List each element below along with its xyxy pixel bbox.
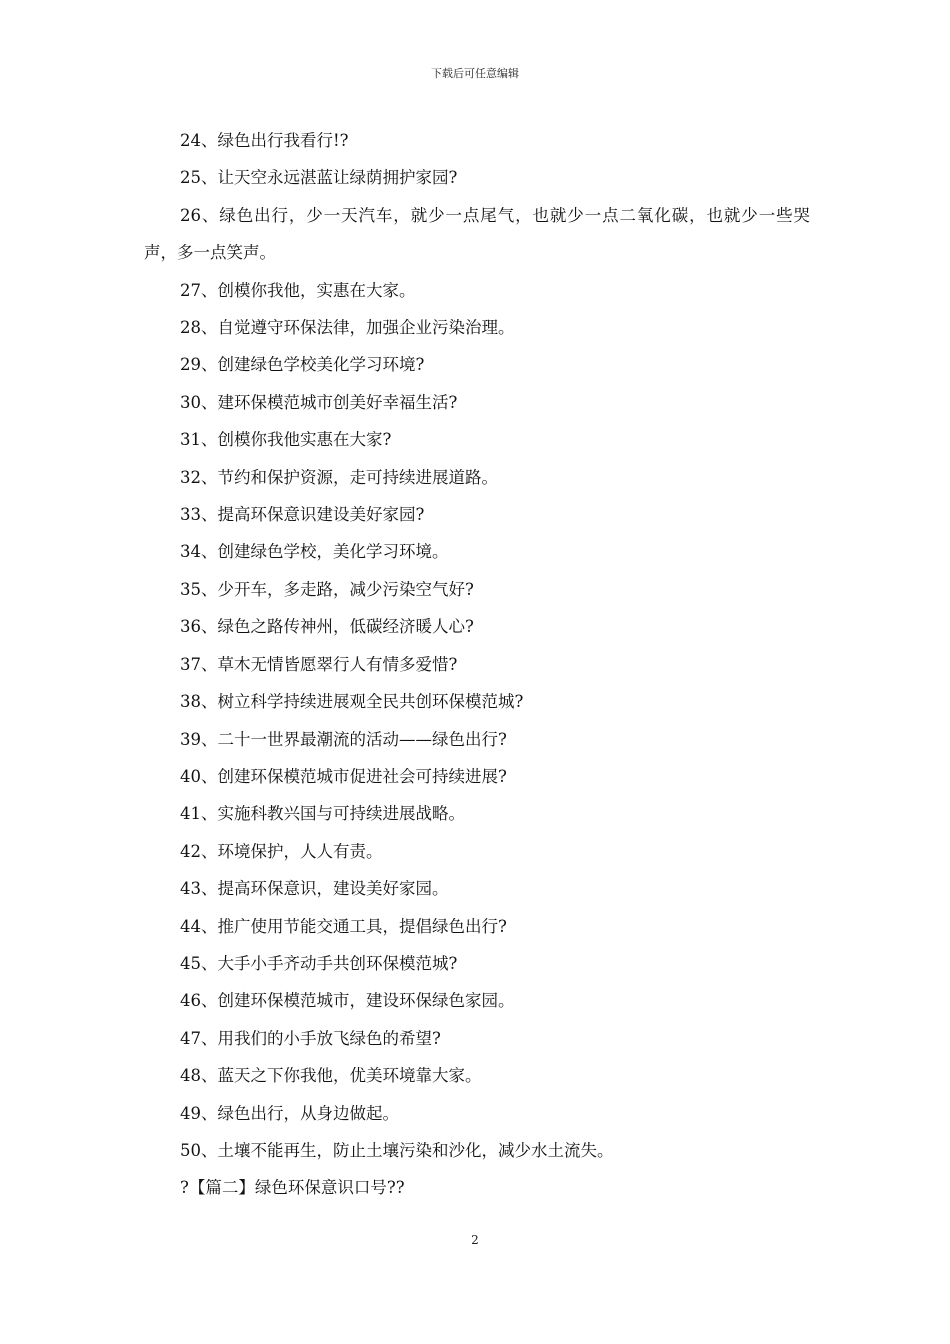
list-item: 47、用我们的小手放飞绿色的希望? [180, 1028, 441, 1048]
list-item: 27、创模你我他，实惠在大家。 [180, 280, 416, 300]
slogan-list [144, 122, 810, 1207]
list-item: 24、绿色出行我看行!? [180, 131, 349, 150]
list-item: 35、少开车，多走路，减少污染空气好? [180, 579, 474, 599]
list-item: 43、提高环保意识，建设美好家园。 [180, 879, 449, 899]
list-item: 29、创建绿色学校美化学习环境? [180, 355, 425, 375]
page-number: 2 [471, 1233, 479, 1247]
list-item: 33、提高环保意识建设美好家园? [180, 505, 425, 525]
list-item: 46、创建环保模范城市，建设环保绿色家园。 [180, 991, 515, 1011]
list-item: 42、环境保护，人人有责。 [180, 841, 383, 861]
list-item: 28、自觉遵守环保法律，加强企业污染治理。 [180, 318, 515, 338]
list-item: 31、创模你我他实惠在大家? [180, 430, 392, 450]
list-item: 41、实施科教兴国与可持续进展战略。 [180, 804, 465, 824]
list-item: 25、让天空永远湛蓝让绿荫拥护家园? [180, 168, 458, 188]
section-heading: ?【篇二】绿色环保意识口号?? [180, 1178, 405, 1198]
list-item: 30、建环保模范城市创美好幸福生活? [180, 392, 458, 412]
list-item: 34、创建绿色学校，美化学习环境。 [180, 542, 449, 562]
list-item: 37、草木无情皆愿翠行人有情多爱惜? [180, 654, 458, 674]
list-item: 26、绿色出行，少一天汽车，就少一点尾气，也就少一点二氧化碳，也就少一些哭声，多一点笑声。 [144, 205, 810, 263]
list-item: 38、树立科学持续进展观全民共创环保模范城? [180, 692, 524, 712]
list-item: 32、节约和保护资源，走可持续进展道路。 [180, 467, 498, 487]
list-item: 49、绿色出行，从身边做起。 [180, 1103, 399, 1123]
list-item: 48、蓝天之下你我他，优美环境靠大家。 [180, 1066, 482, 1086]
list-item: 40、创建环保模范城市促进社会可持续进展? [180, 766, 507, 786]
list-item: 45、大手小手齐动手共创环保模范城? [180, 953, 458, 973]
list-item: 44、推广使用节能交通工具，提倡绿色出行? [180, 916, 507, 936]
list-item: 36、绿色之路传神州，低碳经济暖人心? [180, 617, 474, 637]
page-header: 下载后可任意编辑 [431, 67, 519, 80]
list-item: 39、二十一世界最潮流的活动——绿色出行? [180, 729, 507, 749]
list-item: 50、土壤不能再生，防止土壤污染和沙化，减少水土流失。 [180, 1140, 614, 1160]
